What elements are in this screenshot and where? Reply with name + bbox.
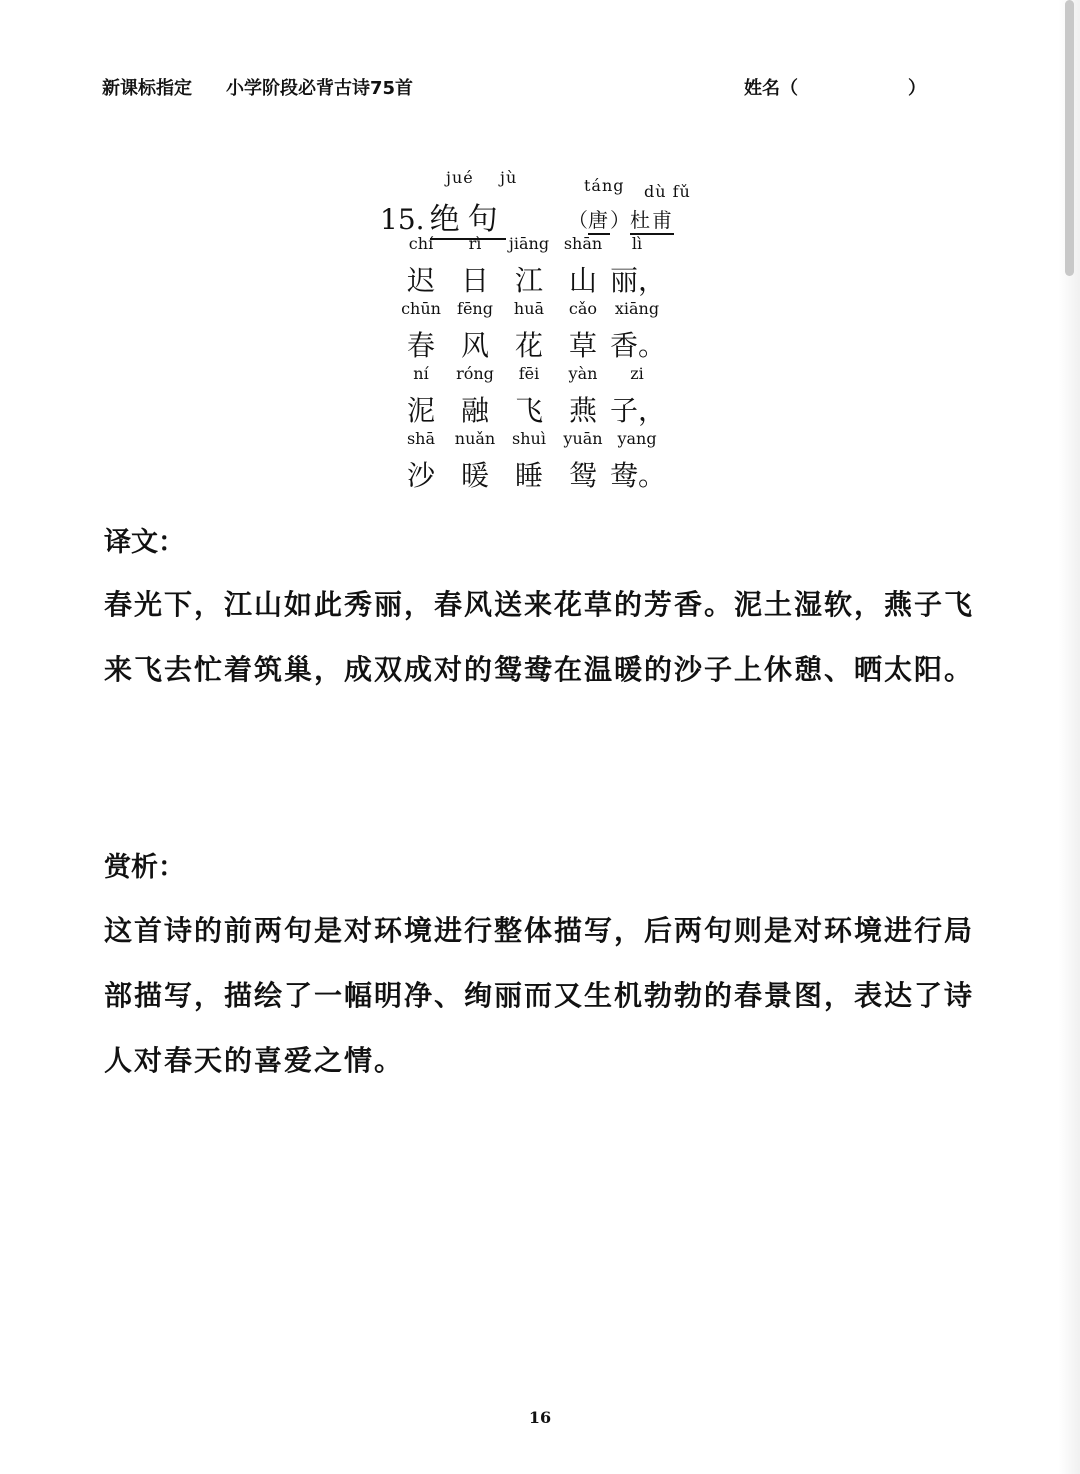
poem-char: 香。 [610,329,667,362]
header-series: 新课标指定 [102,78,192,99]
poem-char: 暖 [460,459,489,492]
pinyin: zi [630,364,644,383]
dynasty-close: ） [610,208,630,232]
name-close: ） [908,78,926,99]
poem-title [380,194,506,238]
poem-line-1 [394,234,694,299]
poem-char: 日 [460,264,489,297]
poem-line-4 [394,429,694,494]
appreciation-label: 赏析： [104,852,185,883]
pinyin: lì [631,234,643,253]
dynasty: 唐 [588,208,610,235]
pinyin: yàn [568,364,598,383]
poem-author [568,204,674,233]
pinyin: chūn [401,299,441,318]
poem-char: 飞 [514,394,543,427]
pinyin: shuì [512,429,546,448]
poem-char: 草 [568,329,597,362]
poem-char: 睡 [514,459,543,492]
header-name-field [744,74,926,100]
page-number: 16 [528,1408,552,1427]
pinyin: fēng [457,299,493,318]
poem-char: 山 [568,264,597,297]
poem-title-text: 绝句 [430,202,506,240]
poem-char: 丽， [610,264,667,297]
pinyin: cǎo [568,299,598,318]
poem-char: 鸳 [568,459,597,492]
pinyin: shān [563,234,603,253]
poem-line-2 [394,299,694,364]
poem-char: 子， [610,394,667,427]
translation-text: 春光下，江山如此秀丽，春风送来花草的芳香。泥土湿软，燕子飞来飞去忙着筑巢，成双成对的鸳鸯在温暖的沙子上休憩、晒太阳。 [104,588,975,686]
poem-char: 江 [514,264,543,297]
pinyin: fēi [518,364,540,383]
pinyin: jiāng [508,234,550,253]
pinyin: nuǎn [454,429,496,448]
translation-label: 译文： [104,527,185,558]
poem-char: 春 [406,329,435,362]
poet: 杜甫 [630,208,674,235]
pinyin: róng [456,364,494,383]
poem-char: 沙 [406,459,435,492]
header-book-title: 小学阶段必背古诗75首 [226,78,414,99]
poem-char: 融 [460,394,489,427]
poem-char: 迟 [406,264,435,297]
page-header [102,74,932,104]
poem-char: 泥 [406,394,435,427]
pinyin: xiāng [614,299,660,318]
pinyin: chí [408,234,434,253]
pinyin: yang [617,429,657,448]
pinyin: shā [406,429,436,448]
poet-pinyin: dù fǔ [644,182,691,201]
poem-char: 花 [514,329,543,362]
poem-char: 鸯。 [610,459,667,492]
poem-char: 风 [460,329,489,362]
poem-char: 燕 [568,394,597,427]
title-pinyin-2: jù [500,168,518,187]
name-label: 姓名（ [744,78,798,99]
title-pinyin-1: jué [446,168,474,187]
pinyin: rì [468,234,482,253]
poem-number: 15. [380,203,425,236]
dynasty-open: （ [568,208,588,232]
pinyin: huā [513,299,545,318]
pinyin: ní [413,364,429,383]
vertical-scrollbar[interactable] [1065,0,1074,276]
pinyin: yuān [563,429,603,448]
dynasty-pinyin: táng [584,176,625,195]
appreciation-text: 这首诗的前两句是对环境进行整体描写，后两句则是对环境进行局部描写，描绘了一幅明净、绚丽而又生机勃勃的春景图，表达了诗人对春天的喜爱之情。 [104,914,975,1077]
poem-line-3 [394,364,694,429]
